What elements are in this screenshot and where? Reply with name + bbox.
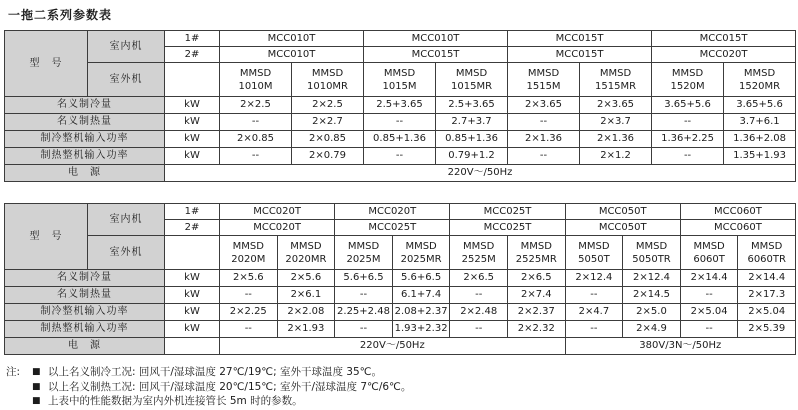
row-label-heating-capacity: 名义制热量 (5, 287, 165, 304)
outdoor-model-cell (724, 63, 796, 97)
outdoor-model-cell (623, 236, 681, 270)
outdoor-brand: MMSD (347, 240, 380, 252)
outdoor-brand: MMSD (693, 240, 725, 252)
outdoor-model: 5050T (578, 253, 610, 265)
outdoor-model: 2525M (461, 253, 496, 265)
value-cell: 0.85+1.36 (436, 131, 508, 148)
indoor-unit-header: 室内机 (88, 204, 165, 236)
value-cell: 2×2.5 (220, 97, 292, 114)
indoor-model-cell: MCC020T (220, 220, 335, 236)
outdoor-model: 1520MR (739, 80, 781, 92)
value-cell: 2×2.5 (292, 97, 364, 114)
value-cell: 1.35+1.93 (724, 148, 796, 165)
empty-cell (165, 338, 220, 355)
value-cell: 2×3.65 (508, 97, 580, 114)
value-cell: 3.65+5.6 (724, 97, 796, 114)
indoor-model-cell: MCC025T (450, 220, 565, 236)
value-cell: -- (565, 287, 623, 304)
power-supply-value: 220V～/50Hz (165, 165, 796, 182)
value-cell: 2×5.04 (738, 304, 796, 321)
outdoor-model: 1515MR (595, 80, 637, 92)
outdoor-model: 2020M (231, 253, 266, 265)
value-cell: 2×2.08 (277, 304, 335, 321)
row-label-power-supply: 电 源 (5, 165, 165, 182)
indoor-no1-label: 1# (165, 31, 220, 47)
power-supply-row (5, 165, 796, 182)
value-cell: 2×4.9 (623, 321, 681, 338)
outdoor-brand: MMSD (405, 240, 437, 252)
outdoor-model: 2020MR (285, 253, 327, 265)
model-header: 型 号 (5, 204, 88, 270)
outdoor-model-cell (292, 63, 364, 97)
outdoor-model: 1015MR (451, 80, 493, 92)
value-cell: -- (220, 114, 292, 131)
value-cell: 2.08+2.37 (392, 304, 450, 321)
note-prefix-spacer (6, 380, 32, 395)
indoor-model-cell: MCC025T (335, 220, 450, 236)
indoor-model-cell: MCC060T (680, 204, 795, 220)
note-line (6, 365, 796, 380)
square-bullet-icon: ■ (32, 367, 41, 377)
value-cell: -- (335, 321, 393, 338)
unit-cell: kW (165, 114, 220, 131)
value-cell: 5.6+6.5 (335, 270, 393, 287)
unit-cell: kW (165, 321, 220, 338)
heating-input-row (5, 321, 796, 338)
outdoor-model-cell (450, 236, 508, 270)
value-cell: 2×0.85 (292, 131, 364, 148)
note-text: 以上名义制热工况: 回风干/湿球温度 20℃/15℃; 室外干/湿球温度 7℃/6℃。 (48, 380, 412, 393)
row-label-heating-input: 制热整机输入功率 (5, 321, 165, 338)
unit-cell: kW (165, 97, 220, 114)
unit-cell: kW (165, 148, 220, 165)
value-cell: 6.1+7.4 (392, 287, 450, 304)
value-cell: -- (652, 114, 724, 131)
value-cell: -- (364, 148, 436, 165)
value-cell: 2×3.65 (580, 97, 652, 114)
outdoor-model-cell (220, 236, 278, 270)
indoor-model-cell: MCC010T (220, 47, 364, 63)
value-cell: 2×0.79 (292, 148, 364, 165)
outdoor-model-cell (436, 63, 508, 97)
indoor-model-cell: MCC050T (565, 220, 680, 236)
value-cell: -- (220, 148, 292, 165)
outdoor-model: 1515M (526, 80, 561, 92)
outdoor-model: 2025M (346, 253, 381, 265)
outdoor-model-cell (565, 236, 623, 270)
empty-cell (165, 63, 220, 97)
outdoor-model-cell (277, 236, 335, 270)
indoor-model-cell: MCC015T (508, 47, 652, 63)
unit-cell: kW (165, 304, 220, 321)
value-cell: -- (364, 114, 436, 131)
outdoor-brand: MMSD (751, 240, 783, 252)
indoor-model-cell: MCC020T (652, 47, 796, 63)
outdoor-brand: MMSD (239, 67, 272, 79)
value-cell: -- (220, 287, 278, 304)
row-label-heating-input: 制热整机输入功率 (5, 148, 165, 165)
outdoor-model-cell (335, 236, 393, 270)
outdoor-brand: MMSD (527, 67, 560, 79)
outdoor-model: 1520M (670, 80, 705, 92)
value-cell: 2×6.5 (508, 270, 566, 287)
value-cell: 2×2.7 (292, 114, 364, 131)
value-cell: 2×5.0 (623, 304, 681, 321)
outdoor-brand: MMSD (463, 240, 495, 252)
outdoor-model: 1010MR (306, 80, 349, 92)
note-text: 以上名义制冷工况: 回风干/湿球温度 27℃/19℃; 室外干球温度 35℃。 (48, 366, 382, 378)
outdoor-model-cell (508, 236, 566, 270)
value-cell: 2×0.85 (220, 131, 292, 148)
indoor-model-cell: MCC015T (364, 47, 508, 63)
outdoor-row (5, 63, 796, 97)
outdoor-brand: MMSD (383, 67, 416, 79)
note-line (6, 380, 796, 395)
outdoor-model-cell (364, 63, 436, 97)
outdoor-model-cell (508, 63, 580, 97)
unit-cell: kW (165, 270, 220, 287)
outdoor-row (5, 236, 796, 270)
heating-input-row (5, 148, 796, 165)
value-cell: 2×2.32 (508, 321, 566, 338)
outdoor-model-cell (580, 63, 652, 97)
outdoor-unit-header: 室外机 (88, 236, 165, 270)
value-cell: 2×1.36 (580, 131, 652, 148)
outdoor-brand: MMSD (743, 67, 776, 79)
indoor-model-cell: MCC015T (508, 31, 652, 47)
outdoor-unit-header: 室外机 (88, 63, 165, 97)
value-cell: 5.6+6.5 (392, 270, 450, 287)
outdoor-brand: MMSD (520, 240, 552, 252)
outdoor-model-cell (220, 63, 292, 97)
row-label-heating-capacity: 名义制热量 (5, 114, 165, 131)
value-cell: 2×1.93 (277, 321, 335, 338)
value-cell: 2×3.7 (580, 114, 652, 131)
outdoor-brand: MMSD (578, 240, 610, 252)
row-label-cooling-input: 制冷整机输入功率 (5, 131, 165, 148)
value-cell: 2×1.2 (580, 148, 652, 165)
outdoor-model: 6060TR (747, 253, 786, 265)
indoor-model-cell: MCC060T (680, 220, 795, 236)
value-cell: 2×2.48 (450, 304, 508, 321)
indoor-model-cell: MCC020T (335, 204, 450, 220)
value-cell: 2×5.6 (220, 270, 278, 287)
indoor1-row (5, 31, 796, 47)
cooling-capacity-row (5, 270, 796, 287)
value-cell: 2×14.4 (738, 270, 796, 287)
row-label-power-supply: 电 源 (5, 338, 165, 355)
indoor-model-cell: MCC025T (450, 204, 565, 220)
value-cell: 2.5+3.65 (436, 97, 508, 114)
value-cell: -- (508, 148, 580, 165)
value-cell: 2.5+3.65 (364, 97, 436, 114)
value-cell: 3.65+5.6 (652, 97, 724, 114)
value-cell: 3.7+6.1 (724, 114, 796, 131)
row-label-cooling-capacity: 名义制冷量 (5, 270, 165, 287)
value-cell: 2.25+2.48 (335, 304, 393, 321)
indoor-model-cell: MCC010T (364, 31, 508, 47)
outdoor-brand: MMSD (311, 67, 344, 79)
value-cell: 2×14.5 (623, 287, 681, 304)
outdoor-model: 5050TR (632, 253, 671, 265)
series2-spec-table (4, 203, 796, 355)
indoor-no2-label: 2# (165, 47, 220, 63)
value-cell: -- (680, 287, 738, 304)
unit-cell: kW (165, 131, 220, 148)
power-supply-row (5, 338, 796, 355)
outdoor-model-cell (392, 236, 450, 270)
page-title: 一拖二系列参数表 (8, 8, 113, 22)
indoor-model-cell: MCC050T (565, 204, 680, 220)
row-label-cooling-capacity: 名义制冷量 (5, 97, 165, 114)
outdoor-brand: MMSD (455, 67, 488, 79)
value-cell: 2×14.4 (680, 270, 738, 287)
empty-cell (165, 236, 220, 270)
outdoor-brand: MMSD (635, 240, 668, 252)
heating-capacity-row (5, 287, 796, 304)
value-cell: -- (565, 321, 623, 338)
indoor-no2-label: 2# (165, 220, 220, 236)
indoor-no1-label: 1# (165, 204, 220, 220)
value-cell: 2×7.4 (508, 287, 566, 304)
square-bullet-icon: ■ (32, 381, 41, 392)
model-header: 型 号 (5, 31, 88, 97)
outdoor-model: 2025MR (400, 253, 442, 265)
value-cell: 2×5.04 (680, 304, 738, 321)
outdoor-model: 1015M (382, 80, 417, 92)
value-cell: -- (508, 114, 580, 131)
note-text: 上表中的性能数据为室内外机连接管长 5m 时的参数。 (48, 395, 303, 407)
value-cell: -- (680, 321, 738, 338)
note-prefix-spacer (6, 394, 32, 409)
note-prefix: 注: (6, 366, 21, 378)
value-cell: 1.93+2.32 (392, 321, 450, 338)
heating-capacity-row (5, 114, 796, 131)
indoor-model-cell: MCC020T (220, 204, 335, 220)
value-cell: 2×5.6 (277, 270, 335, 287)
value-cell: 2×2.37 (508, 304, 566, 321)
cooling-input-row (5, 304, 796, 321)
value-cell: 2×12.4 (623, 270, 681, 287)
value-cell: 2×12.4 (565, 270, 623, 287)
outdoor-brand: MMSD (290, 240, 322, 252)
outdoor-brand: MMSD (671, 67, 704, 79)
unit-cell: kW (165, 287, 220, 304)
value-cell: 0.85+1.36 (364, 131, 436, 148)
value-cell: 2×4.7 (565, 304, 623, 321)
value-cell: 2×1.36 (508, 131, 580, 148)
value-cell: -- (652, 148, 724, 165)
value-cell: -- (220, 321, 278, 338)
outdoor-brand: MMSD (232, 240, 264, 252)
value-cell: 2×17.3 (738, 287, 796, 304)
value-cell: -- (450, 287, 508, 304)
cooling-input-row (5, 131, 796, 148)
value-cell: 1.36+2.08 (724, 131, 796, 148)
power-supply-value-single-phase: 220V～/50Hz (220, 338, 566, 355)
value-cell: 2×6.5 (450, 270, 508, 287)
value-cell: 2.7+3.7 (436, 114, 508, 131)
value-cell: 0.79+1.2 (436, 148, 508, 165)
indoor-model-cell: MCC015T (652, 31, 796, 47)
value-cell: 2×5.39 (738, 321, 796, 338)
indoor-model-cell: MCC010T (220, 31, 364, 47)
footnotes (6, 365, 796, 409)
indoor1-row (5, 204, 796, 220)
indoor-unit-header: 室内机 (88, 31, 165, 63)
cooling-capacity-row (5, 97, 796, 114)
outdoor-brand: MMSD (599, 67, 632, 79)
outdoor-model: 1010M (238, 80, 273, 92)
note-line (6, 394, 796, 409)
power-supply-value-three-phase: 380V/3N～/50Hz (565, 338, 795, 355)
outdoor-model: 2525MR (515, 253, 557, 265)
series1-spec-table (4, 30, 796, 182)
outdoor-model-cell (680, 236, 738, 270)
outdoor-model: 6060T (693, 253, 725, 265)
value-cell: 2×6.1 (277, 287, 335, 304)
square-bullet-icon: ■ (32, 396, 41, 406)
value-cell: 2×2.25 (220, 304, 278, 321)
row-label-cooling-input: 制冷整机输入功率 (5, 304, 165, 321)
outdoor-model-cell (652, 63, 724, 97)
value-cell: -- (335, 287, 393, 304)
value-cell: -- (450, 321, 508, 338)
outdoor-model-cell (738, 236, 796, 270)
value-cell: 1.36+2.25 (652, 131, 724, 148)
